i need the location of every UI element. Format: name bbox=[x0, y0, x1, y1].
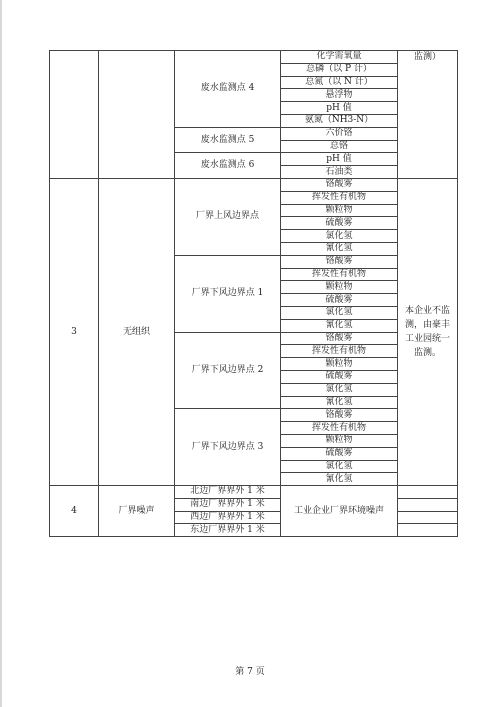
section4-type: 厂界噪声 bbox=[99, 486, 175, 537]
noise-point: 南边厂界界外 1 米 bbox=[175, 498, 281, 511]
pollutant-item: 氯化氢 bbox=[281, 230, 398, 243]
downwind-point-3: 厂界下风边界点 3 bbox=[175, 409, 281, 486]
pollutant-item: 挥发性有机物 bbox=[281, 422, 398, 435]
wastewater-point-4: 废水监测点 4 bbox=[175, 51, 281, 128]
noise-remark-cell bbox=[398, 498, 458, 511]
pollutant-item: 氰化氢 bbox=[281, 242, 398, 255]
param-suspended-solids: 悬浮物 bbox=[281, 89, 398, 102]
param-total-chromium: 总铬 bbox=[281, 140, 398, 153]
upwind-point: 厂界上风边界点 bbox=[175, 178, 281, 255]
noise-remark-cell bbox=[398, 524, 458, 537]
pollutant-item: 挥发性有机物 bbox=[281, 345, 398, 358]
pollutant-item: 颗粒物 bbox=[281, 358, 398, 371]
noise-parameter: 工业企业厂界环境噪声 bbox=[281, 486, 398, 537]
param-total-nitrogen: 总氮（以 N 计） bbox=[281, 76, 398, 89]
pollutant-item: 铬酸雾 bbox=[281, 409, 398, 422]
pollutant-item: 氰化氢 bbox=[281, 473, 398, 486]
pollutant-item: 氰化氢 bbox=[281, 319, 398, 332]
remark-monitoring: 监测） bbox=[398, 51, 458, 179]
pollutant-item: 颗粒物 bbox=[281, 281, 398, 294]
pollutant-item: 氯化氢 bbox=[281, 383, 398, 396]
param-hexavalent-chromium: 六价铬 bbox=[281, 127, 398, 140]
noise-remark-cell bbox=[398, 511, 458, 524]
pollutant-item: 铬酸雾 bbox=[281, 332, 398, 345]
param-cod: 化学需氧量 bbox=[281, 51, 398, 64]
pollutant-item: 挥发性有机物 bbox=[281, 268, 398, 281]
pollutant-item: 挥发性有机物 bbox=[281, 191, 398, 204]
monitoring-table bbox=[49, 50, 458, 537]
section2-no-cell bbox=[50, 51, 99, 179]
pollutant-item: 颗粒物 bbox=[281, 434, 398, 447]
section2-type-cell bbox=[99, 51, 175, 179]
section4-no: 4 bbox=[50, 486, 99, 537]
wastewater-point-5: 废水监测点 5 bbox=[175, 127, 281, 153]
page-number: 第 7 页 bbox=[235, 667, 265, 677]
param-ph-2: pH 值 bbox=[281, 153, 398, 166]
pollutant-item: 铬酸雾 bbox=[281, 178, 398, 191]
section3-remark: 本企业不监测，由豪丰工业园统一监测。 bbox=[398, 178, 458, 485]
param-ammonia-nitrogen: 氨氮（NH3-N） bbox=[281, 114, 398, 127]
noise-remark-cell bbox=[398, 486, 458, 499]
noise-point: 北边厂界界外 1 米 bbox=[175, 486, 281, 499]
downwind-point-1: 厂界下风边界点 1 bbox=[175, 255, 281, 332]
downwind-point-2: 厂界下风边界点 2 bbox=[175, 332, 281, 409]
param-ph: pH 值 bbox=[281, 102, 398, 115]
param-petroleum: 石油类 bbox=[281, 166, 398, 179]
pollutant-item: 硫酸雾 bbox=[281, 294, 398, 307]
pollutant-item: 硫酸雾 bbox=[281, 370, 398, 383]
pollutant-item: 硫酸雾 bbox=[281, 447, 398, 460]
pollutant-item: 颗粒物 bbox=[281, 204, 398, 217]
pollutant-item: 氯化氢 bbox=[281, 460, 398, 473]
pollutant-item: 氰化氢 bbox=[281, 396, 398, 409]
pollutant-item: 氯化氢 bbox=[281, 306, 398, 319]
noise-point: 西边厂界界外 1 米 bbox=[175, 511, 281, 524]
noise-point: 东边厂界界外 1 米 bbox=[175, 524, 281, 537]
pollutant-item: 硫酸雾 bbox=[281, 217, 398, 230]
section3-type: 无组织 bbox=[99, 178, 175, 485]
page-edge bbox=[0, 0, 2, 707]
param-total-phosphorus: 总磷（以 P 计） bbox=[281, 63, 398, 76]
wastewater-point-6: 废水监测点 6 bbox=[175, 153, 281, 179]
pollutant-item: 铬酸雾 bbox=[281, 255, 398, 268]
section3-no: 3 bbox=[50, 178, 99, 485]
